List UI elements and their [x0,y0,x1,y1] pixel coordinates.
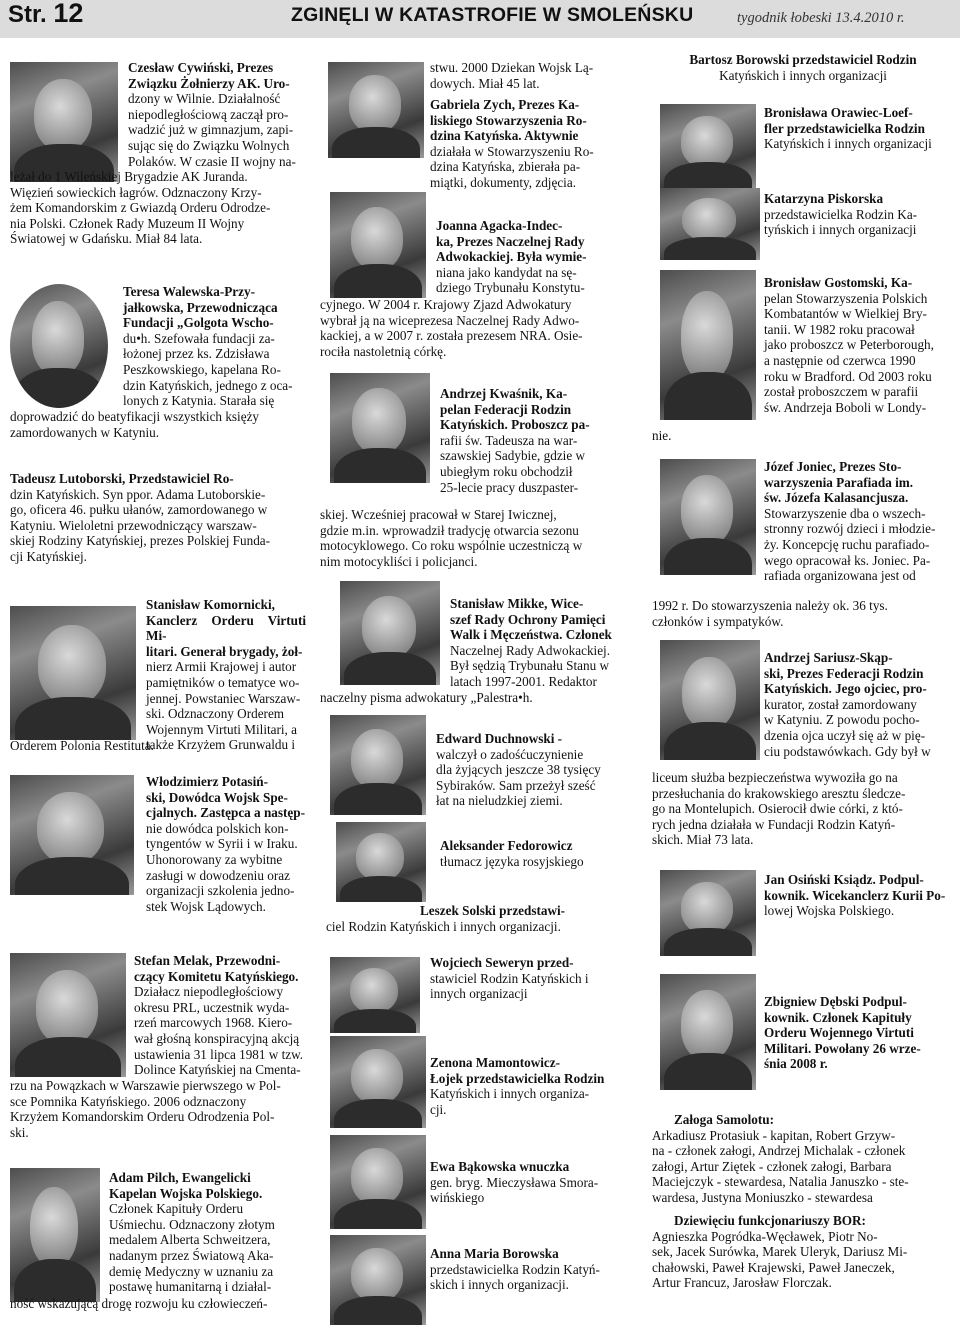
text-line: rych jedna działała w Fundacji Rodzin Katyń- [652,816,896,832]
text-line: Kapelan Wojska Polskiego. [109,1185,263,1201]
text-line: pelan Federacji Rodzin [440,401,572,417]
text-line: Adam Pilch, Ewangelicki [109,1170,251,1185]
bio-osinski [764,872,954,919]
photo-melak [10,953,126,1077]
text-line: 1992 r. Do stowarzyszenia należy ok. 36 tys. [652,598,888,613]
bor-section [652,1213,954,1291]
text-line: Wojennym Virtuti Militari, a [146,721,298,737]
text-line: niepodległościową zaczął pro- [128,106,289,122]
photo-skapski [660,640,760,760]
text-line: załogi, Artur Ziętek - członek załogi, Barbara [652,1158,892,1174]
text-line: Leszek Solski przedstawi- [420,903,566,918]
text-line: Działacz niepodległościowy [134,984,284,1000]
text-line: Arkadiusz Protasiuk - kapitan, Robert Grzyw- [652,1127,896,1143]
bio-mikke [450,596,630,690]
text-line: stronny rozwój dzieci i młodzie- [764,521,936,537]
text-line: cyjnego. W 2004 r. Krajowy Zjazd Adwokatury [320,297,572,312]
text-line: miątki, dokumenty, zdjęcia. [430,174,576,190]
photo-piskorska [660,188,760,260]
text-line: chałowski, Paweł Krajewski, Paweł Janeczek, [652,1259,895,1275]
crew-list [652,1128,954,1206]
bio-zych [430,97,630,191]
text-line: łat na nieludzkiej ziemi. [436,793,563,809]
bio-agacka [436,218,630,296]
bio-lutoborski [10,471,306,565]
text-line: skiej. Wcześniej pracował w Starej Iwicznej, [320,507,557,522]
text-line: liceum służba bezpieczeństwa wywoziła go na [652,770,898,785]
photo-mikke [340,581,440,685]
photo-kwasnik [330,373,430,483]
text-line: dzina Katyńska. Aktywnie [430,128,579,144]
text-line: Katarzyna Piskorska [764,191,884,206]
text-line: rafiada organizowana jest od [764,568,916,584]
text-line: Adwokackiej. Była wymie- [436,249,587,265]
text-line: wadzić już w gimnazjum, zapi- [128,122,294,138]
text-line: Katyńskich i innych organiza- [430,1086,590,1102]
text-line: gen. bryg. Mieczysława Smora- [430,1174,599,1190]
text-line: Bronisława Orawiec-Loef- [764,105,913,120]
text-line: Światowej w Gdańsku. Miał 84 lata. [10,231,203,247]
text-line: nie. [652,428,672,443]
text-line: kurator, został zamordowany [764,696,917,712]
bio-piskorska [764,191,954,238]
text-line: Joanna Agacka-Indec- [436,218,563,233]
text-line: Jan Osiński Ksiądz. Podpul- [764,872,924,887]
bio-orawiec [764,105,954,152]
text-line: dzina Katyńska, zbierała pa- [430,159,581,175]
text-line: pelan Stowarzyszenia Polskich [764,290,928,306]
bor-heading: Dziewięciu funkcjonariuszy BOR: [674,1213,866,1228]
text-line: Katyniu. Wieloletni przewodniczący warszaw- [10,517,257,533]
text-line: ski. Odznaczony Orderem [146,706,285,722]
text-line: w Katyniu. Z powodu pocho- [764,712,920,728]
text-line: Naczelnej Rady Adwokackiej. [450,642,611,658]
text-line: wardesa, Justyna Moniuszko - stewardesa [652,1189,873,1205]
text-line: Orderu Wojennego Virtuti [764,1025,914,1041]
text-line: ski, Dowódca Wojsk Spe- [146,789,288,805]
text-line: fler przedstawicielka Rodzin [764,120,925,136]
text-line: Aleksander Fedorowicz [440,838,573,853]
text-line: został proboszczem w parafii [764,384,919,400]
photo-osinski [660,870,756,956]
text-line: dzenia ojca uczył się aż w pię- [764,727,926,743]
text-line: nie dowódca polskich kon- [146,820,289,836]
text-line: Stefan Melak, Przewodni- [134,953,281,968]
bio-skapski [764,650,954,759]
bio-melak [134,953,306,1078]
page-number-value: 12 [53,0,84,28]
text-line: Wojciech Seweryn przed- [430,955,574,970]
text-line: tyngentów w Syrii i w Iraku. [146,836,298,852]
text-line: Ewa Bąkowska wnuczka [430,1159,570,1174]
text-line: ność wskazującą drogę rozwoju ku człowieczeń- [10,1296,268,1311]
bio-duchnowski [436,731,630,809]
bio-agacka-cont [320,297,630,359]
text-line: Teresa Walewska-Przy- [123,284,255,299]
text-line: Józef Joniec, Prezes Sto- [764,459,902,474]
text-line: ży. Koncepcję ruchu parafiado- [764,536,930,552]
text-line: Maciejczyk - stewardesa, Natalia Januszko - ste- [652,1174,909,1190]
photo-pilch [10,1168,100,1302]
text-line: działała w Stowarzyszeniu Ro- [430,143,594,159]
page-number [8,0,84,28]
text-line: kownik. Członek Kapituły [764,1009,912,1025]
text-line: Stanisław Mikke, Wice- [450,596,584,611]
bio-bakowska [430,1159,630,1206]
text-line: dzin Katyńskich. Syn ppor. Adama Lutoborskie- [10,486,266,502]
text-line: dziego Trybunału Konstytu- [436,280,585,296]
text-line: sek, Jacek Surówka, Marek Uleryk, Dariusz Mi- [652,1244,908,1260]
text-line: Katyńskich. Proboszcz pa- [440,417,590,433]
text-line: ski, Prezes Federacji Rodzin [764,665,924,681]
text-line: św. Józefa Kalasancjusza. [764,490,909,506]
issue-info: tygodnik łobeski 13.4.2010 r. [737,10,905,26]
text-line: kownik. Wicekanclerz Kurii Po- [764,887,946,903]
text-line: jako proboszcz w Peterborough, [764,337,934,353]
text-line: nadanym przez Światową Aka- [109,1247,274,1263]
text-line: Uśmiechu. Odznaczony złotym [109,1216,275,1232]
text-line: dowych. Miał 45 lat. [430,75,540,91]
text-line: stwu. 2000 Dziekan Wojsk Lą- [430,60,594,75]
text-line: naczelny pisma adwokatury „Palestra•h. [320,690,533,705]
text-line: Edward Duchnowski - [436,731,563,746]
photo-bakowska [330,1135,426,1229]
bio-pilch-cont2 [430,60,630,91]
text-line: przesłuchania do krakowskiego aresztu śledcze- [652,785,906,801]
text-line: jałkowska, Przewodnicząca [123,299,278,315]
bio-solski [420,903,630,919]
bio-gostomski-cont [652,428,954,444]
text-line: Łojek przedstawicielka Rodzin [430,1070,605,1086]
bio-borowski [652,52,954,83]
text-line: motocyklowego. Co roku wspólnie uczestniczą w [320,538,583,554]
photo-mamontowicz [330,1036,426,1128]
text-line: warzyszenia Parafiada im. [764,474,914,490]
section-title: ZGINĘLI W KATASTROFIE W SMOLEŃSKU [291,4,694,26]
bio-melak-cont [10,1078,306,1140]
photo-potasinski [10,775,134,895]
text-line: ustawienia 31 lipca 1981 w tzw. [134,1046,304,1062]
text-line: ski. [10,1124,29,1140]
text-line: organizacji szkolenia jedno- [146,883,295,899]
text-line: Kombatantów w Wielkiej Bry- [764,306,927,322]
bio-walewska [123,284,306,409]
bio-fedorowicz [440,838,630,869]
page-prefix: Str. [8,1,47,28]
text-line: Fundacji „Golgota Wscho- [123,315,274,331]
text-line: a następnie od czerwca 1990 [764,352,916,368]
text-line: tłumacz języka rosyjskiego [440,853,584,869]
text-line: zamordowanych w Katyniu. [10,424,160,440]
text-line: sując się do Związku Wolnych [128,137,290,153]
text-line: Polaków. W czasie II wojny na- [128,153,296,169]
text-line: zasługi w dowodzeniu oraz [146,867,290,883]
text-line: stek Wojsk Lądowych. [146,898,266,914]
text-line: skich i innych organizacji. [430,1277,569,1293]
photo-debski [660,974,756,1090]
text-line: przedstawicielka Rodzin Katyń- [430,1261,600,1277]
bio-solski-cont [326,919,630,935]
text-line: Zenona Mamontowicz- [430,1055,561,1070]
text-line: rzeń marcowych 1968. Kiero- [134,1015,293,1031]
bio-cywinski [128,60,306,169]
text-line: ciel Rodzin Katyńskich i innych organizacji. [326,919,561,934]
text-line: dla żyjących jeszcze 38 tysięcy [436,762,601,778]
text-line: go na Montelupich. Osierocił dwie córki, z któ- [652,801,903,817]
text-line: Związku Żołnierzy AK. Uro- [128,75,290,91]
text-line: Katyńskich. Jego ojciec, pro- [764,681,927,697]
text-line: skiej Rodziny Katyńskiej, prezes Polskiej Funda- [10,533,271,549]
text-line: na - członek załogi, Andrzej Michalak - członek [652,1143,906,1159]
text-line: innych organizacji [430,986,528,1002]
text-line: jennej. Powstaniec Warszaw- [146,690,301,706]
text-line: litari. Generał brygady, żoł- [146,643,303,659]
text-line: nim motocykliści i policjanci. [320,553,478,569]
bio-skapski-cont [652,770,954,848]
text-line: leżał do 1 Wileńskiej Brygadzie AK Juranda. [10,169,248,184]
text-line: Zbigniew Dębski Podpul- [764,994,907,1009]
text-line: Stowarzyszenie dba o wszech- [764,505,926,521]
text-line: niana jako kandydat na sę- [436,264,577,280]
text-line: żem Komandorskim z Gwiazdą Orderu Odrodze- [10,200,271,216]
text-line: kackiej, a w 2007 r. została prezesem NRA. Osie- [320,328,583,344]
bio-gostomski [764,275,954,415]
text-line: św. Andrzeja Boboli w Londy- [764,399,927,415]
text-line: demię Medyczny w uznaniu za [109,1263,274,1279]
text-line: Czesław Cywiński, Prezes [128,60,274,75]
text-line: Agnieszka Pogródka-Węcławek, Piotr No- [652,1228,878,1244]
text-line: Krzyżem Komandorskim Orderu Odrodzenia Pol- [10,1109,275,1125]
text-line: Andrzej Kwaśnik, Ka- [440,386,568,401]
crew-heading: Załoga Samolotu: [674,1112,775,1127]
text-line: Włodzimierz Potasiń- [146,774,268,789]
text-line: go, oficera 46. pułku ułanów, zamordowanego w [10,502,268,518]
text-line: liskiego Stowarzyszenia Ro- [430,112,587,128]
photo-agacka [330,192,426,298]
bio-kwasnik-cont [320,507,630,569]
bio-joniec [764,459,954,584]
text-line: wał głośną konspiracyjną akcją [134,1030,300,1046]
text-line: Bartosz Borowski przedstawiciel Rodzin [689,52,917,67]
text-line: Sybiraków. Sam przeżył sześć [436,777,596,793]
text-line: lonych z Katynia. Starała się [123,393,275,409]
text-line: tyńskich i innych organizacji [764,222,917,238]
text-line: Katyńskich i innych organizacji [719,67,887,83]
text-line: Walk i Męczeństwa. Członek [450,627,612,643]
text-line: wińskiego [430,1190,485,1206]
bio-pilch [109,1170,306,1295]
text-line: cjalnych. Zastępca a następ- [146,805,305,821]
text-line: roku w Bradford. Od 2003 roku [764,368,932,384]
text-line: szawskiej Sadybie, gdzie w [440,448,586,464]
text-line: doprowadzić do beatyfikacji wszystkich księży [10,409,260,424]
text-line: stawiciel Rodzin Katyńskich i [430,970,589,986]
text-line: Więzień sowieckich łagrów. Odznaczony Krzy- [10,184,262,200]
bio-borowska [430,1246,630,1293]
text-line: nierz Armii Krajowej i autor [146,659,297,675]
text-line: skich. Miał 73 lata. [652,832,754,848]
text-line: wego opracował ks. Joniec. Pa- [764,552,931,568]
text-line: Gabriela Zych, Prezes Ka- [430,97,580,112]
photo-cywinski [10,62,118,182]
crew-section [652,1112,954,1206]
photo-borowska [330,1235,426,1325]
bio-mamontowicz [430,1055,630,1117]
photo-duchnowski [330,715,426,815]
bor-list [652,1229,954,1291]
text-line: rafii św. Tadeusza na war- [440,432,578,448]
text-line: 25-lecie pracy duszpaster- [440,479,579,495]
text-line: cji. [430,1101,447,1117]
text-line: Stanisław Komornicki, [146,597,275,612]
text-line: Kanclerz Orderu Virtuti Mi- [146,612,306,644]
text-line: także Krzyżem Grunwaldu i [146,737,296,753]
text-line: Peszkowskiego, kapelana Ro- [123,361,281,377]
text-line: tanii. W 1982 roku pracował [764,321,915,337]
text-line: pamiętników o tematyce wo- [146,674,300,690]
photo-seweryn [330,957,420,1033]
photo-fedorowicz [336,822,426,902]
text-line: śnia 2008 r. [764,1056,828,1072]
text-line: członków i sympatyków. [652,613,784,629]
text-line: Był sędzią Trybunału Stanu w [450,658,609,674]
text-line: nia Polski. Członek Rady Muzeum II Wojny [10,215,245,231]
text-line: ubiegłym roku obchodził [440,463,573,479]
bio-komornicki [146,597,306,753]
text-line: Militari. Powołany 26 wrze- [764,1040,921,1056]
text-line: Orderem Polonia Restituta. [10,738,154,753]
photo-pilch-top [328,62,424,158]
text-line: latach 1997-2001. Redaktor [450,673,597,689]
text-line: Uhonorowany za wybitne [146,851,283,867]
photo-joniec [660,459,756,575]
text-line: walczył o zadośćuczynienie [436,746,584,762]
page-header [0,0,960,38]
text-line: rzu na Powązkach w Warszawie pierwszego w Pol- [10,1078,281,1093]
text-line: Bronisław Gostomski, Ka- [764,275,913,290]
text-line: cji Katyńskiej. [10,548,87,564]
text-line: okresu PRL, uczestnik wyda- [134,999,290,1015]
bio-joniec-cont [652,598,954,629]
text-line: przedstawicielka Rodzin Ka- [764,206,918,222]
bio-potasinski [146,774,306,914]
text-line: Andrzej Sariusz-Skąp- [764,650,893,665]
bio-walewska-cont [10,409,306,440]
bio-pilch-cont [10,1296,306,1312]
photo-komornicki [10,606,136,740]
text-line: lowej Wojska Polskiego. [764,903,895,919]
text-line: Dolince Katyńskiej na Cmenta- [134,1062,301,1078]
text-line: Tadeusz Lutoborski, Przedstawiciel Ro- [10,471,234,486]
bio-cywinski-cont [10,169,306,247]
text-line: czący Komitetu Katyńskiego. [134,968,299,984]
bio-kwasnik [440,386,630,495]
text-line: sce Pomnika Katyńskiego. 2006 odznaczony [10,1093,247,1109]
photo-gostomski [660,270,756,420]
photo-walewska [10,284,108,408]
text-line: gdzie m.in. wprowadził tradycję otwarcia sezonu [320,522,579,538]
text-line: Członek Kapituły Orderu [109,1201,244,1217]
bio-debski [764,994,954,1072]
text-line: Artur Francuz, Jarosław Florczak. [652,1275,832,1291]
text-line: dzony w Wilnie. Działalność [128,91,281,107]
text-line: ka, Prezes Naczelnej Rady [436,233,585,249]
text-line: Katyńskich i innych organizacji [764,136,932,152]
photo-orawiec [660,104,756,190]
text-line: szef Rady Ochrony Pamięci [450,611,606,627]
text-line: postawę humanitarną i działal- [109,1279,272,1295]
bio-komornicki-cont [10,738,306,754]
text-line: du•h. Szefowała fundacji za- [123,330,275,346]
text-line: ciu podstawówkach. Gdy był w [764,743,931,759]
text-line: dzin Katyńskich, jednego z oca- [123,377,293,393]
text-line: Anna Maria Borowska [430,1246,559,1261]
text-line: medalem Alberta Schweitzera, [109,1232,271,1248]
bio-mikke-cont [320,690,630,706]
text-line: wybrał ją na wiceprezesa Naczelnej Rady Adwo- [320,312,580,328]
text-line: rociła nastoletnią córkę. [320,343,447,359]
text-line: łożonej przez ks. Zdzisława [123,346,270,362]
bio-seweryn [430,955,630,1002]
